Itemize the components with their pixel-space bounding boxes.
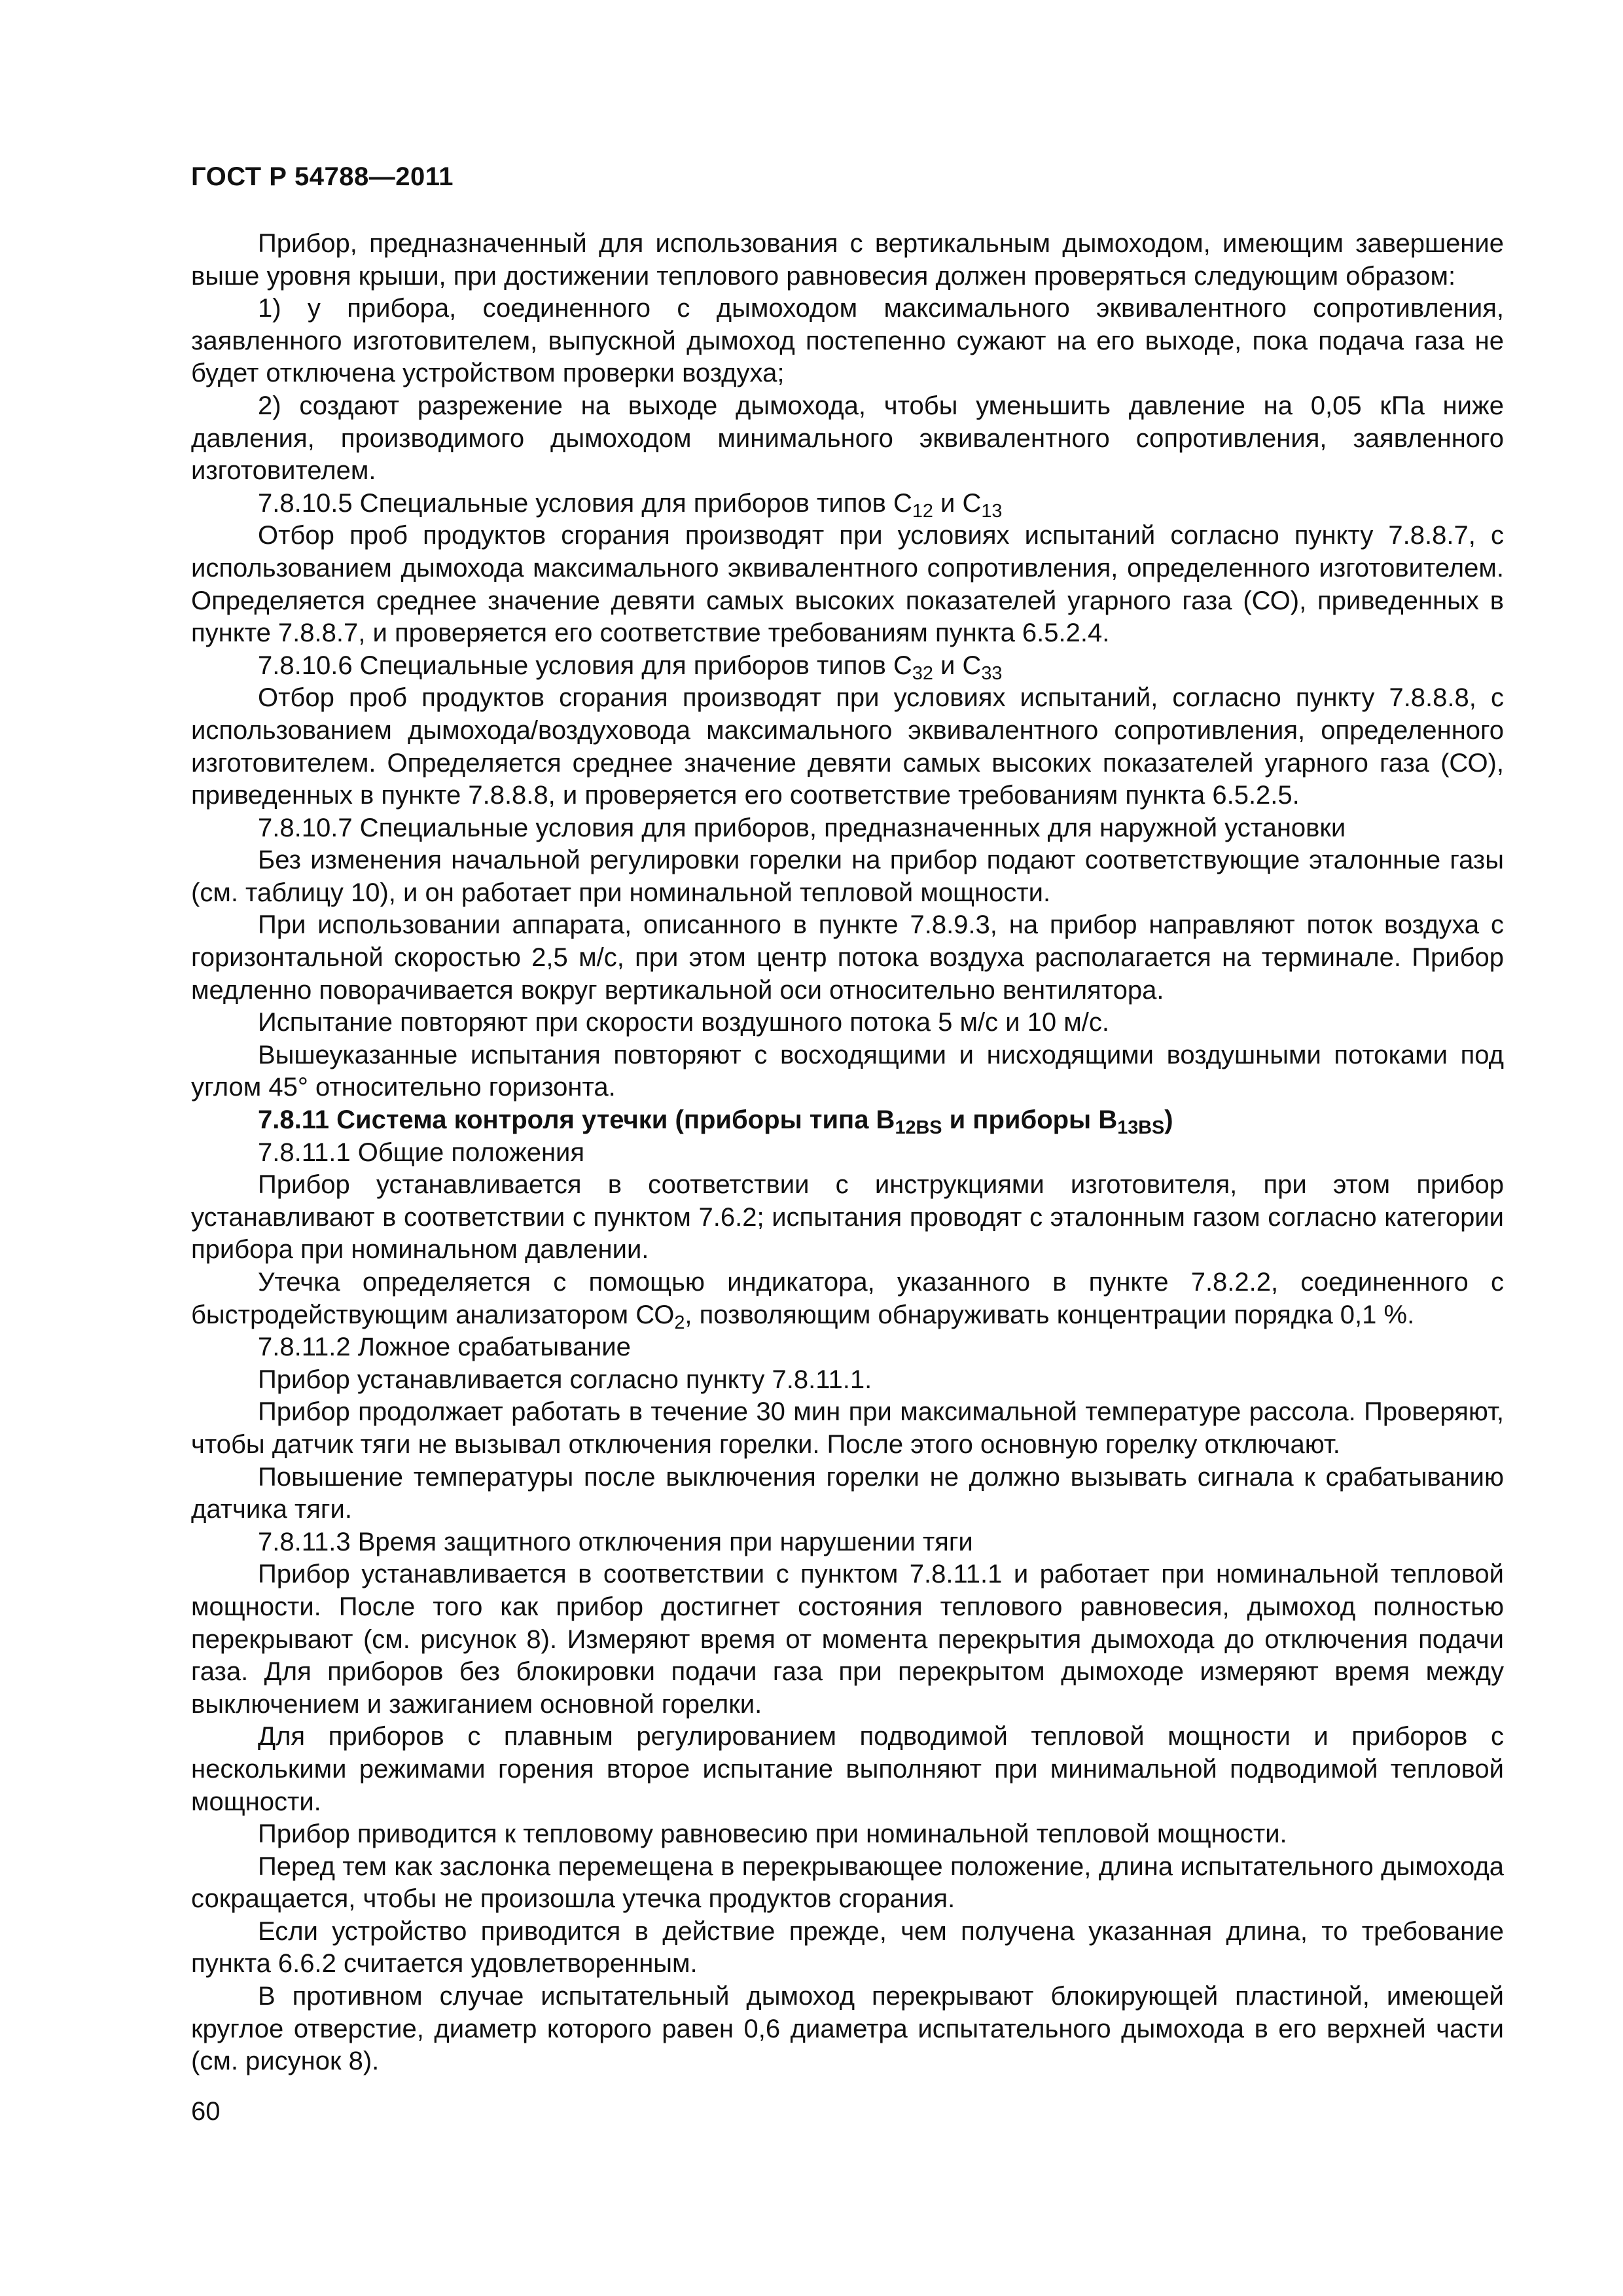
text-run: 7.8.10.5 Специальные условия для приборов типов С (258, 488, 912, 518)
paragraph: Без изменения начальной регулировки горелки на прибор подают соответствующие эталонные газы (см. таблицу 10), и он работает при номинальной тепловой мощности. (191, 846, 1504, 907)
paragraph: Прибор приводится к тепловому равновесию при номинальной тепловой мощности. (258, 1820, 1287, 1849)
subscript: 33 (981, 662, 1003, 684)
paragraph (191, 650, 1504, 683)
text-run: , позволяющим обнаруживать концентрации порядка 0,1 %. (685, 1300, 1415, 1329)
document-body (191, 228, 1504, 2078)
paragraph (191, 488, 1504, 520)
paragraph: Перед тем как заслонка перемещена в перекрывающее положение, длина испытательного дымохода сокращается, чтобы не произошла утечка продуктов сгорания. (191, 1852, 1504, 1914)
subscript: 12BS (895, 1117, 942, 1139)
paragraph: Отбор проб продуктов сгорания производят при условиях испытаний согласно пункту 7.8.8.7, с использованием дымохода максимального эквивалентного сопротивления, определенного изготовителем. Определяется среднее значение девяти самых высоких показателей угарного газа (СО), приведенных в пункте 7.8.8.7, и проверяется его соответствие требованиям пункта 6.5.2.4. (191, 521, 1504, 648)
paragraph: Прибор, предназначенный для использования с вертикальным дымоходом, имеющим завершение выше уровня крыши, при достижении теплового равновесия должен проверяться следующим образом: (191, 229, 1504, 291)
text-run: 7.8.10.6 Специальные условия для приборов типов С (258, 651, 912, 680)
document-header: ГОСТ Р 54788—2011 (191, 162, 454, 191)
paragraph: При использовании аппарата, описанного в пункте 7.8.9.3, на прибор направляют поток воздуха с горизонтальной скоростью 2,5 м/с, при этом центр потока воздуха располагается на терминале. Прибор медленно поворачивается вокруг вертикальной оси относительно вентилятора. (191, 910, 1504, 1005)
text-run: 7.8.11 Система контроля утечки (приборы типа В (258, 1105, 895, 1135)
paragraph: Для приборов с плавным регулированием подводимой тепловой мощности и приборов с несколькими режимами горения второе испытание выполняют при минимальной подводимой тепловой мощности. (191, 1722, 1504, 1816)
paragraph (191, 1104, 1504, 1137)
text-run: и С (933, 651, 982, 680)
paragraph: 7.8.11.1 Общие положения (258, 1138, 585, 1167)
paragraph: Если устройство приводится в действие прежде, чем получена указанная длина, то требование пункта 6.6.2 считается удовлетворенным. (191, 1916, 1504, 1979)
paragraph: Прибор устанавливается согласно пункту 7.8.11.1. (258, 1365, 872, 1394)
subscript: 13BS (1117, 1117, 1165, 1139)
paragraph (191, 1266, 1504, 1331)
text-run: и С (933, 488, 982, 518)
paragraph: Вышеуказанные испытания повторяют с восходящими и нисходящими воздушными потоками под углом 45° относительно горизонта. (191, 1040, 1504, 1102)
paragraph: 7.8.11.2 Ложное срабатывание (258, 1333, 631, 1362)
text-run: и приборы В (942, 1105, 1118, 1135)
paragraph: Прибор продолжает работать в течение 30 мин при максимальной температуре рассола. Проверяют, чтобы датчик тяги не вызывал отключения горелки. После этого основную горелку отключают. (191, 1397, 1504, 1459)
paragraph: Повышение температуры после выключения горелки не должно вызывать сигнала к срабатыванию датчика тяги. (191, 1462, 1504, 1524)
subscript: 2 (674, 1312, 685, 1333)
subscript: 13 (981, 500, 1003, 522)
page-number: 60 (191, 2097, 221, 2126)
subscript: 32 (912, 662, 933, 684)
paragraph: 7.8.11.3 Время защитного отключения при нарушении тяги (258, 1527, 973, 1556)
paragraph: 1) у прибора, соединенного с дымоходом максимального эквивалентного сопротивления, заявленного изготовителем, выпускной дымоход постепенно сужают на его выходе, пока подача газа не будет отключена устройством проверки воздуха; (191, 294, 1504, 388)
paragraph: 7.8.10.7 Специальные условия для приборов, предназначенных для наружной установки (258, 813, 1346, 842)
paragraph: Прибор устанавливается в соответствии с пунктом 7.8.11.1 и работает при номинальной тепловой мощности. После того как прибор достигнет состояния теплового равновесия, дымоход полностью перекрывают (см. рисунок 8). Измеряют время от момента перекрытия дымохода до отключения подачи газа. Для приборов без блокировки подачи газа при перекрытом дымоходе измеряют время между выключением и зажиганием основной горелки. (191, 1560, 1504, 1719)
paragraph: Прибор устанавливается в соответствии с инструкциями изготовителя, при этом прибор устанавливают в соответствии с пунктом 7.6.2; испытания проводят с эталонным газом согласно категории прибора при номинальном давлении. (191, 1170, 1504, 1265)
text-run: Утечка определяется с помощью индикатора, указанного в пункте 7.8.2.2, соединенного с быстродействующим анализатором СО (191, 1268, 1504, 1329)
paragraph: В противном случае испытательный дымоход перекрывают блокирующей пластиной, имеющей круглое отверстие, диаметр которого равен 0,6 диаметра испытательного дымохода в его верхней части (см. рисунок 8). (191, 1982, 1504, 2076)
paragraph: Отбор проб продуктов сгорания производят при условиях испытаний, согласно пункту 7.8.8.8, с использованием дымохода/воздуховода максимального эквивалентного сопротивления, определенного изготовителем. Определяется среднее значение девяти самых высоких показателей угарного газа (СО), приведенных в пункте 7.8.8.8, и проверяется его соответствие требованиям пункта 6.5.2.5. (191, 683, 1504, 810)
subscript: 12 (912, 500, 933, 522)
text-run: ) (1164, 1105, 1173, 1135)
paragraph: Испытание повторяют при скорости воздушного потока 5 м/с и 10 м/с. (258, 1008, 1109, 1037)
paragraph: 2) создают разрежение на выходе дымохода, чтобы уменьшить давление на 0,05 кПа ниже давления, производимого дымоходом минимального эквивалентного сопротивления, заявленного изготовителем. (191, 391, 1504, 486)
